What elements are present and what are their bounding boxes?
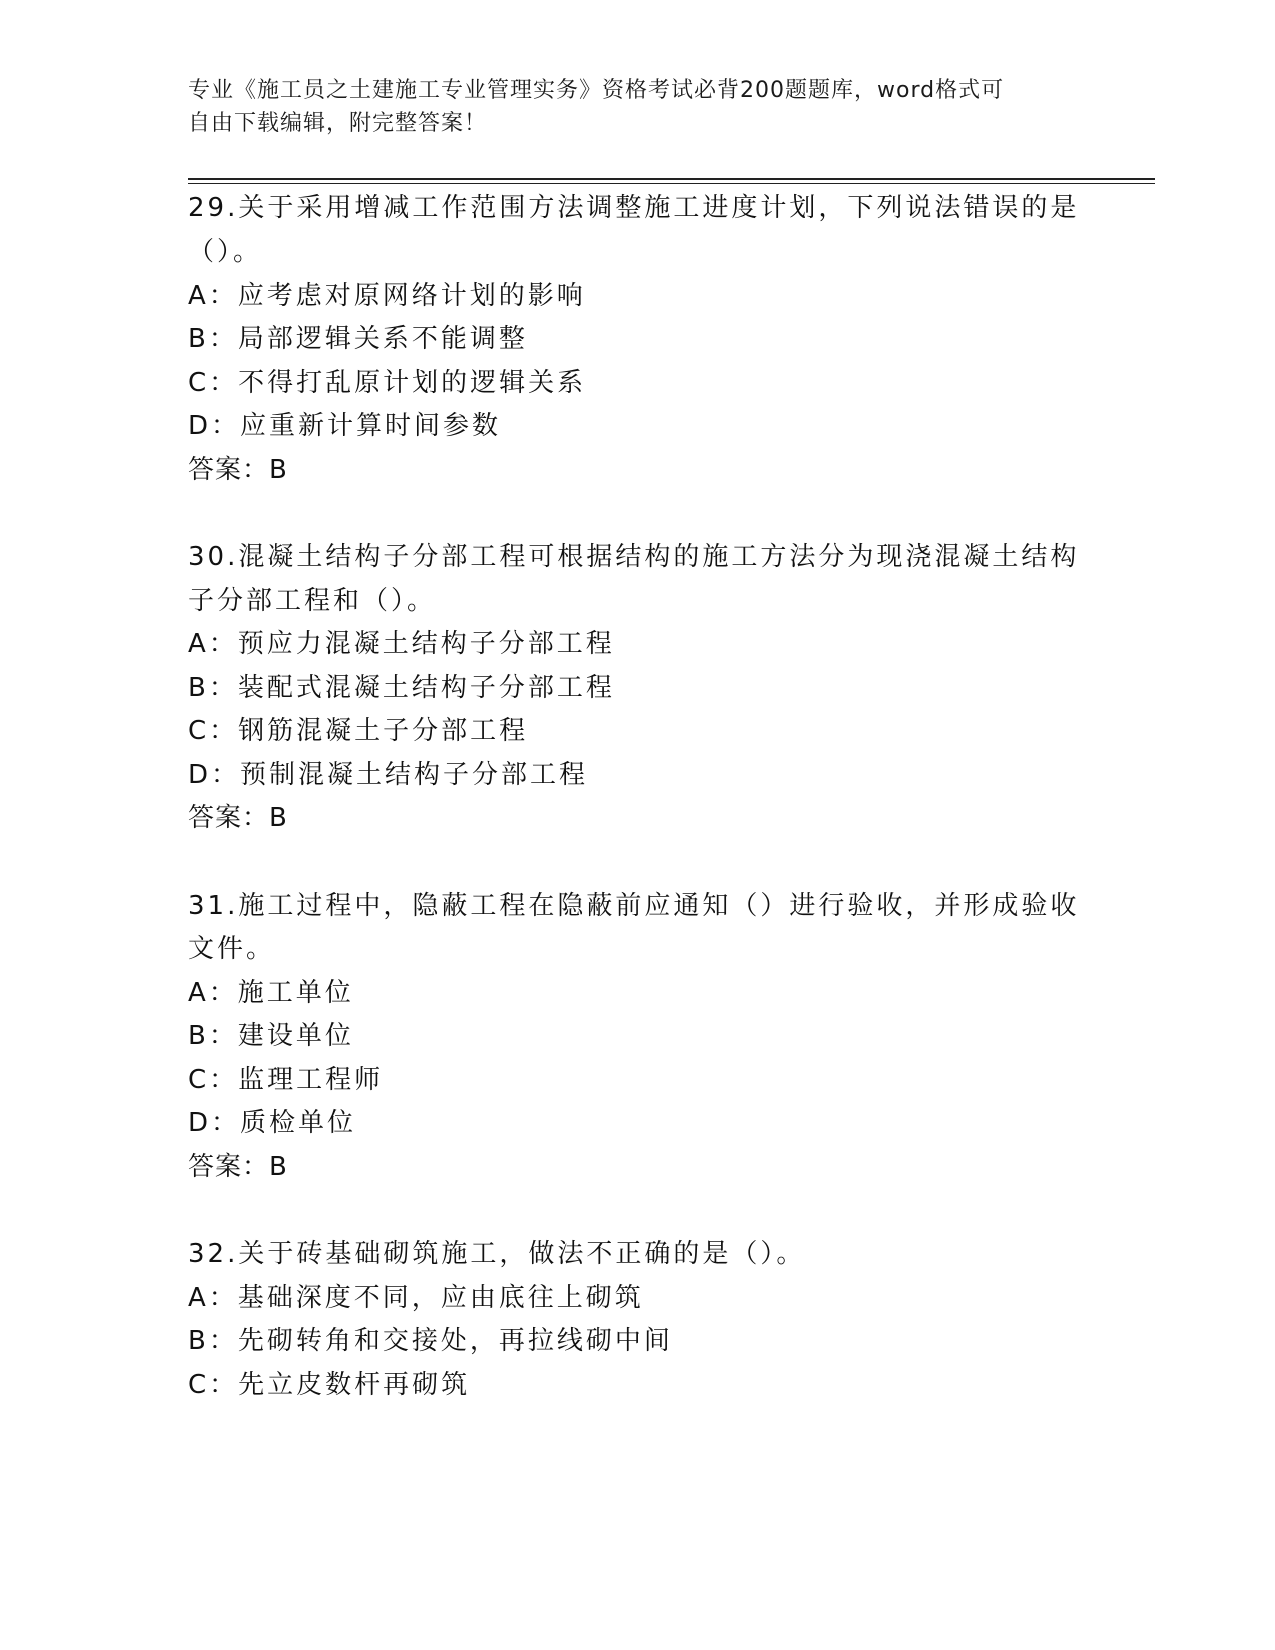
question-stem-continued: 文件。 [188, 934, 276, 964]
question-stem: 30.混凝土结构子分部工程可根据结构的施工方法分为现浇混凝土结构 [188, 542, 1080, 572]
question-stem: 31.施工过程中，隐蔽工程在隐蔽前应通知（）进行验收，并形成验收 [188, 891, 1080, 921]
option-d: D：质检单位 [188, 1108, 357, 1138]
header-line: 自由下载编辑，附完整答案！ [188, 111, 488, 136]
option-d: D：预制混凝土结构子分部工程 [188, 760, 589, 790]
document-header [188, 74, 1068, 140]
question-stem-continued: （）。 [188, 237, 263, 267]
header-divider-thin [188, 183, 1155, 184]
option-b: B：建设单位 [188, 1021, 354, 1051]
answer: 答案：B [188, 455, 288, 485]
option-b: B：局部逻辑关系不能调整 [188, 324, 528, 354]
header-line: 专业《施工员之土建施工专业管理实务》资格考试必背200题题库，word格式可 [188, 78, 1005, 103]
option-c: C：先立皮数杆再砌筑 [188, 1370, 471, 1400]
question-stem-continued: 子分部工程和（）。 [188, 586, 437, 616]
option-b: B：先砌转角和交接处，再拉线砌中间 [188, 1326, 673, 1356]
option-b: B：装配式混凝土结构子分部工程 [188, 673, 615, 703]
option-a: A：应考虑对原网络计划的影响 [188, 281, 586, 311]
option-a: A：施工单位 [188, 978, 354, 1008]
answer: 答案：B [188, 1152, 288, 1182]
answer: 答案：B [188, 803, 288, 833]
question-stem: 32.关于砖基础砌筑施工，做法不正确的是（）。 [188, 1239, 806, 1269]
question-stem: 29.关于采用增减工作范围方法调整施工进度计划，下列说法错误的是 [188, 193, 1080, 223]
option-a: A：基础深度不同，应由底往上砌筑 [188, 1283, 644, 1313]
option-c: C：不得打乱原计划的逻辑关系 [188, 368, 587, 398]
option-c: C：监理工程师 [188, 1065, 384, 1095]
option-c: C：钢筋混凝土子分部工程 [188, 716, 529, 746]
option-d: D：应重新计算时间参数 [188, 411, 502, 441]
header-divider [188, 178, 1155, 180]
option-a: A：预应力混凝土结构子分部工程 [188, 629, 615, 659]
